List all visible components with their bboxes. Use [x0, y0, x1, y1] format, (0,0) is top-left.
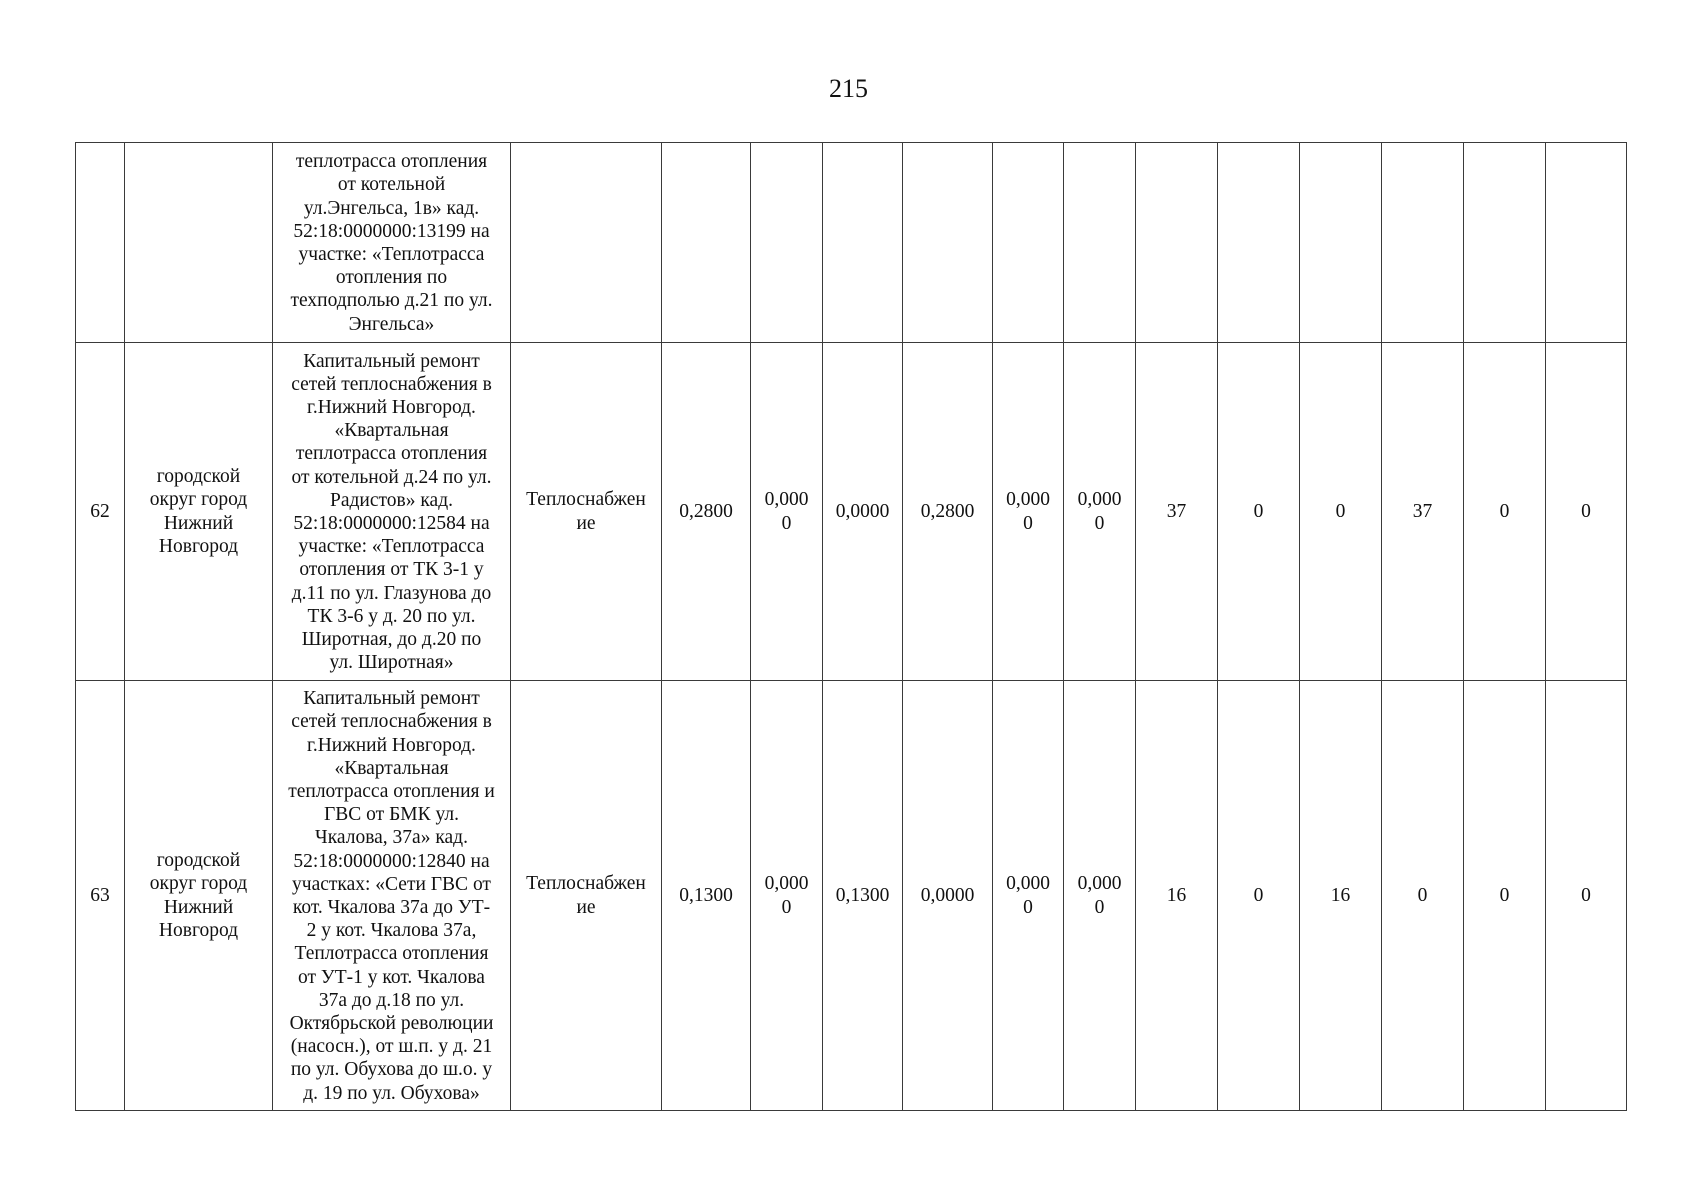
value-cell-12: 0 — [1546, 343, 1627, 681]
table-row — [76, 343, 1627, 681]
value-cell-3: 0,0000 — [823, 343, 903, 681]
value-cell-12: 0 — [1546, 681, 1627, 1111]
municipality-cell: городской округ город Нижний Новгород — [125, 343, 273, 681]
value-cell-9: 16 — [1300, 681, 1382, 1111]
resource-cell: Теплоснабжен ие — [511, 343, 662, 681]
value-cell-7: 37 — [1136, 343, 1218, 681]
row-number-cell: 63 — [76, 681, 125, 1111]
page-number: 215 — [829, 74, 868, 103]
value-cell-12 — [1546, 143, 1627, 343]
resource-cell — [511, 143, 662, 343]
municipality-cell: городской округ город Нижний Новгород — [125, 681, 273, 1111]
value-cell-6 — [1064, 143, 1136, 343]
description-cell: Капитальный ремонт сетей теплоснабжения в г.Нижний Новгород. «Квартальная теплотрасса отопления от котельной д.24 по ул. Радистов» кад. 52:18:0000000:12584 на участке: «Теплотрасса отопления от ТК 3-1 у д.11 по ул. Глазунова до ТК 3-6 у д. 20 по ул. Широтная, до д.20 по ул. Широтная» — [273, 343, 511, 681]
value-cell-8: 0 — [1218, 681, 1300, 1111]
value-cell-3 — [823, 143, 903, 343]
value-cell-11 — [1464, 143, 1546, 343]
value-cell-4 — [903, 143, 993, 343]
value-cell-1: 0,1300 — [662, 681, 751, 1111]
value-cell-5: 0,000 0 — [993, 343, 1064, 681]
value-cell-6: 0,000 0 — [1064, 343, 1136, 681]
value-cell-1 — [662, 143, 751, 343]
value-cell-5: 0,000 0 — [993, 681, 1064, 1111]
value-cell-7: 16 — [1136, 681, 1218, 1111]
description-cell: теплотрасса отопления от котельной ул.Энгельса, 1в» кад. 52:18:0000000:13199 на участке: «Теплотрасса отопления по техподполью д.21 по ул. Энгельса» — [273, 143, 511, 343]
value-cell-7 — [1136, 143, 1218, 343]
value-cell-3: 0,1300 — [823, 681, 903, 1111]
value-cell-8 — [1218, 143, 1300, 343]
row-number-cell: 62 — [76, 343, 125, 681]
value-cell-2 — [751, 143, 823, 343]
municipality-cell — [125, 143, 273, 343]
table-row — [76, 681, 1627, 1111]
value-cell-9: 0 — [1300, 343, 1382, 681]
value-cell-2: 0,000 0 — [751, 681, 823, 1111]
value-cell-5 — [993, 143, 1064, 343]
value-cell-10: 0 — [1382, 681, 1464, 1111]
value-cell-11: 0 — [1464, 681, 1546, 1111]
data-table — [75, 142, 1627, 1111]
table-row — [76, 143, 1627, 343]
row-number-cell — [76, 143, 125, 343]
value-cell-6: 0,000 0 — [1064, 681, 1136, 1111]
value-cell-2: 0,000 0 — [751, 343, 823, 681]
value-cell-1: 0,2800 — [662, 343, 751, 681]
resource-cell: Теплоснабжен ие — [511, 681, 662, 1111]
description-cell: Капитальный ремонт сетей теплоснабжения в г.Нижний Новгород. «Квартальная теплотрасса отопления и ГВС от БМК ул. Чкалова, 37а» кад. 52:18:0000000:12840 на участках: «Сети ГВС от кот. Чкалова 37а до УТ- 2 у кот. Чкалова 37а, Теплотрасса отопления от УТ-1 у кот. Чкалова 37а до д.18 по ул. Октябрьской революции (насосн.), от ш.п. у д. 21 по ул. Обухова до ш.о. у д. 19 по ул. Обухова» — [273, 681, 511, 1111]
value-cell-4: 0,2800 — [903, 343, 993, 681]
value-cell-8: 0 — [1218, 343, 1300, 681]
value-cell-10: 37 — [1382, 343, 1464, 681]
value-cell-11: 0 — [1464, 343, 1546, 681]
value-cell-4: 0,0000 — [903, 681, 993, 1111]
value-cell-9 — [1300, 143, 1382, 343]
value-cell-10 — [1382, 143, 1464, 343]
